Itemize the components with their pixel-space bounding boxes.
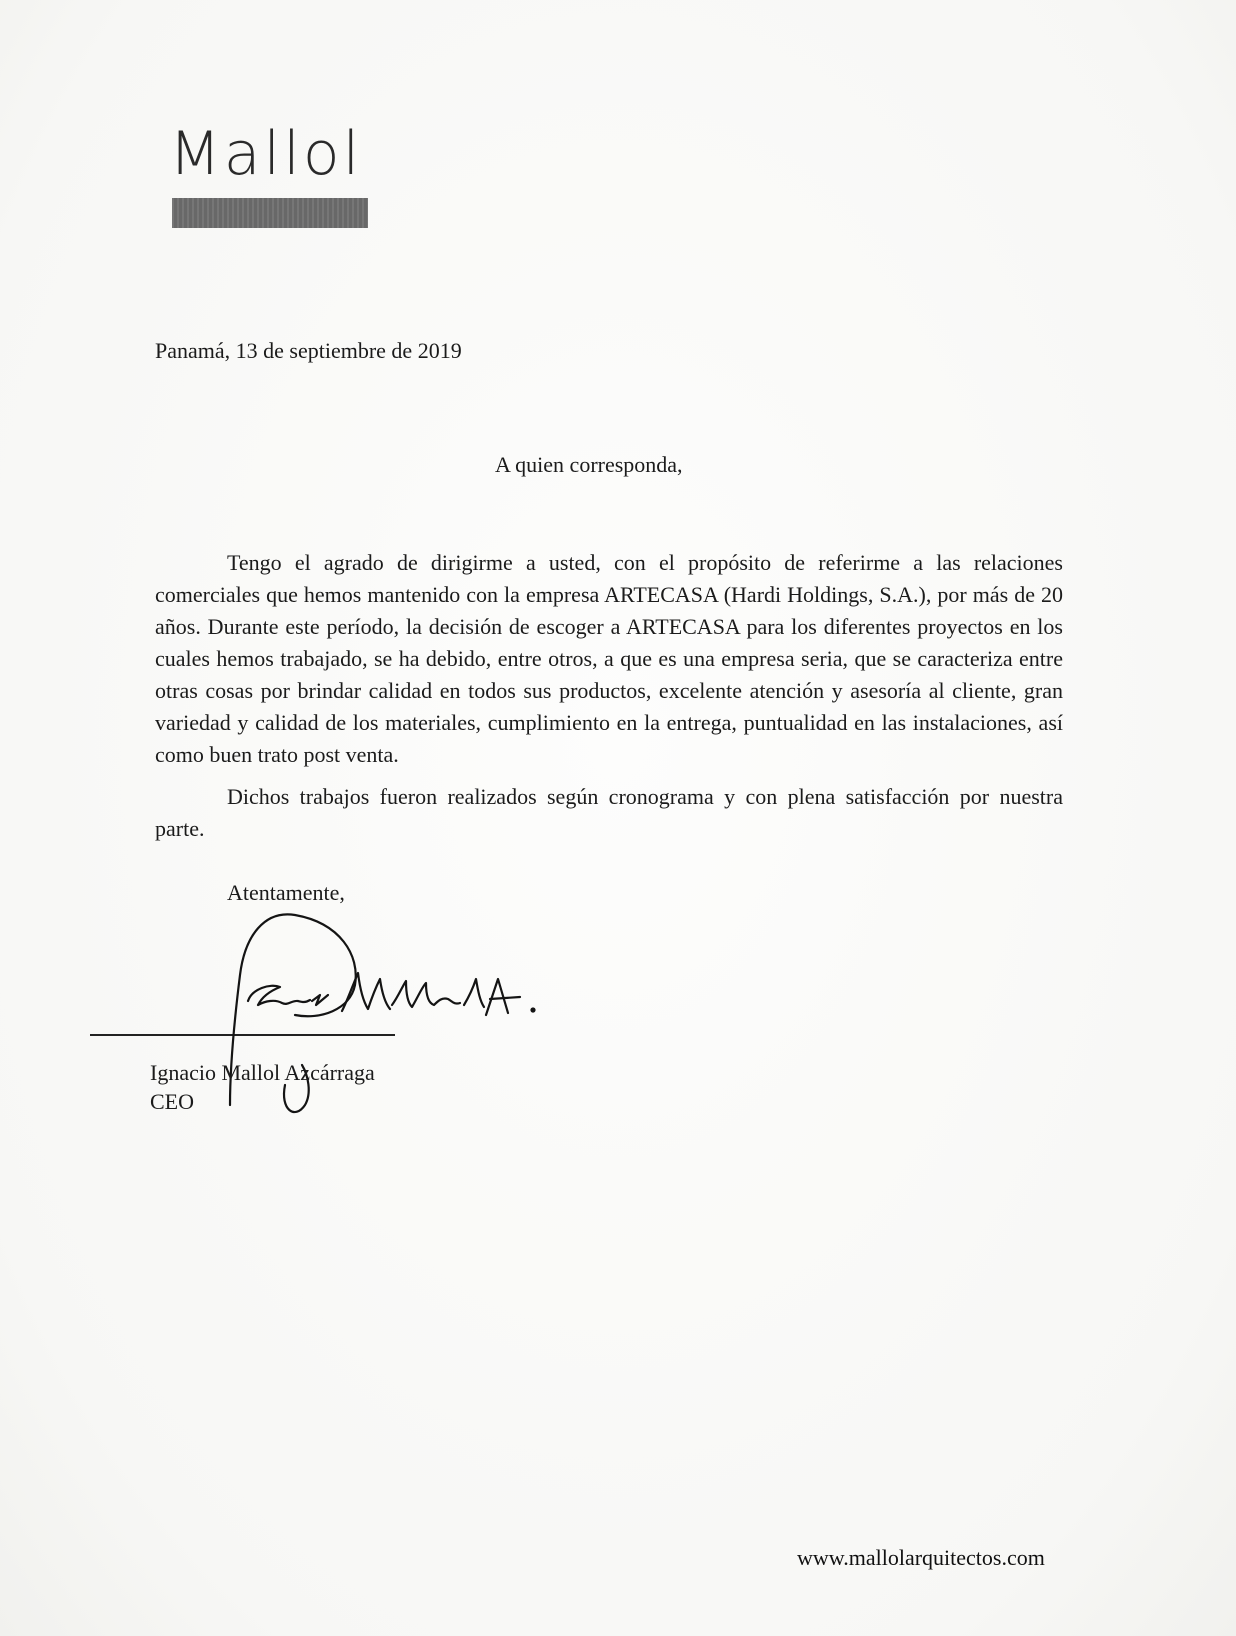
company-logo: Mallol	[169, 119, 363, 189]
logo-bar	[172, 198, 368, 228]
body-paragraph-2: Dichos trabajos fueron realizados según cronograma y con plena satisfacción por nuestra parte.	[155, 784, 1063, 841]
letter-body	[155, 547, 1063, 855]
signer-title: CEO	[150, 1089, 194, 1114]
signer-name: Ignacio Mallol Azcárraga	[150, 1060, 375, 1085]
letter-date: Panamá, 13 de septiembre de 2019	[155, 338, 462, 363]
body-paragraph-1: Tengo el agrado de dirigirme a usted, con el propósito de referirme a las relaciones comerciales que hemos mantenido con la empresa ARTECASA (Hardi Holdings, S.A.), por más de 20 años. Durante este período, la decisión de escoger a ARTECASA para los diferentes proyectos en los cuales hemos trabajado, se ha debido, entre otros, a que es una empresa seria, que se caracteriza entre otras cosas por brindar calidad en todos sus productos, excelente atención y asesoría al cliente, gran variedad y calidad de los materiales, cumplimiento en la entrega, puntualidad en las instalaciones, así como buen trato post venta.	[155, 550, 1063, 767]
footer-website: www.mallolarquitectos.com	[797, 1545, 1045, 1570]
salutation: A quien corresponda,	[495, 452, 683, 477]
closing: Atentamente,	[227, 880, 345, 905]
